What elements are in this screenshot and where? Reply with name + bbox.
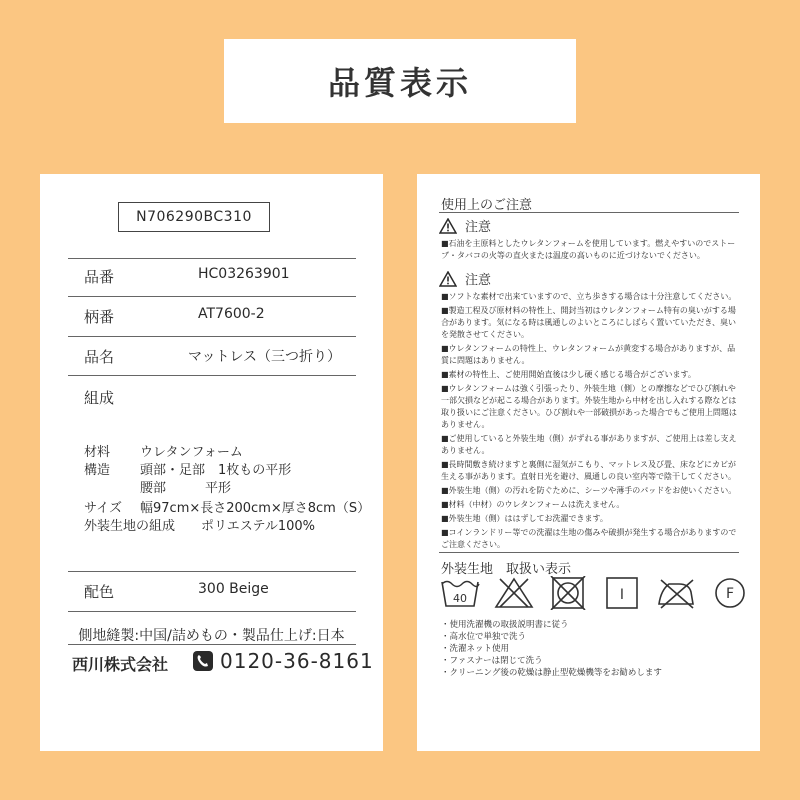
quality-label-card: [40, 174, 383, 751]
spec-size: サイズ 幅97cm×長さ200cm×厚さ8cm（S）: [84, 501, 371, 516]
origin-text: 側地縫製:中国/詰めもの・製品仕上げ:日本: [78, 628, 345, 644]
phone-icon: [192, 650, 214, 672]
list-item: ■ウレタンフォームの特性上、ウレタンフォームが黄変する場合がありますが、品質に問題はありません。: [441, 344, 736, 365]
divider: [68, 644, 356, 645]
list-item: ・クリーニング後の乾燥は静止型乾燥機等をお勧めします: [441, 668, 662, 678]
warning-header-1: 注意: [439, 216, 491, 235]
list-item: ■製造工程及び原材料の特性上、開封当初はウレタンフォーム特有の臭いがする場合があります。気になる時は風通しのよいところにしばらく置いていただき、臭いを発散させてください。: [441, 306, 737, 339]
care-heading: 外装生地 取扱い表示: [441, 562, 572, 577]
warning-header-2: 注意: [439, 269, 491, 288]
divider: [68, 375, 356, 376]
list-item: ■外装生地（側）の汚れを防ぐために、シーツや薄手のパッドをお使いください。: [441, 486, 737, 495]
list-item: ・使用洗濯機の取扱説明書に従う: [441, 620, 569, 630]
product-code-box: N706290BC310: [118, 202, 270, 232]
list-item: ■ウレタンフォームは強く引張ったり、外装生地（側）との摩擦などでひび割れや一部欠損などが起こる場合があります。外装生地から中材を出し入れする際などは取り扱いにご注意ください。ひび割れや一部破損があった場合でもご使用上問題はありません。: [441, 384, 737, 429]
list-item: ・洗濯ネット使用: [441, 644, 510, 654]
list-item: ・高水位で単独で洗う: [441, 632, 527, 642]
composition-label: 組成: [84, 389, 115, 407]
divider: [68, 571, 356, 572]
line-dry-icon: [601, 576, 643, 610]
divider: [439, 212, 739, 213]
spec-material: 材料 ウレタンフォーム: [84, 445, 243, 460]
divider: [68, 336, 356, 337]
divider: [68, 258, 356, 259]
list-item: ■ソフトな素材で出来ていますので、立ち歩きする場合は十分注意してください。: [441, 292, 737, 301]
list-item: ■ご使用していると外装生地（側）がずれる事がありますが、ご使用上は差し支えありません。: [441, 434, 737, 455]
warning-icon: [439, 218, 457, 234]
spec-structure-2: 腰部 平形: [140, 481, 232, 496]
phone-number: 0120-36-8161: [192, 649, 374, 673]
warning-list-2: [441, 291, 741, 553]
list-item: ■コインランドリー等での洗濯は生地の傷みや破損が発生する場合がありますのでご注意ください。: [441, 528, 737, 549]
list-item: ■材料（中材）のウレタンフォームは洗えません。: [441, 500, 625, 509]
title-banner: [224, 39, 576, 123]
wash-tub-40-icon: [439, 576, 481, 610]
color-value: 300 Beige: [198, 581, 269, 597]
product-name-value: マットレス（三つ折り）: [188, 349, 342, 365]
item-number-label: 品番: [84, 268, 115, 286]
item-number-value: HC03263901: [198, 266, 290, 282]
page-title: 品質表示: [327, 64, 472, 102]
no-tumble-dry-icon: [547, 576, 589, 610]
list-item: ■素材の特性上、ご使用開始直後は少し硬く感じる場合がございます。: [441, 370, 696, 379]
usage-notes-card: [417, 174, 760, 751]
notes-heading: 使用上のご注意: [441, 198, 533, 213]
warning-icon: [439, 271, 457, 287]
svg-text:F: F: [725, 586, 735, 602]
care-notes: [441, 619, 662, 679]
divider: [439, 552, 739, 553]
pattern-number-label: 柄番: [84, 308, 115, 326]
spec-cover: 外装生地の組成 ポリエステル100%: [84, 519, 316, 534]
no-iron-icon: [655, 576, 697, 610]
divider: [68, 296, 356, 297]
brand-name: 西川株式会社: [72, 655, 169, 674]
dry-clean-f-icon: [709, 576, 751, 610]
list-item: ・ファスナーは閉じて洗う: [441, 656, 543, 666]
product-name-label: 品名: [84, 348, 115, 366]
list-item: ■外装生地（側）ははずしてお洗濯できます。: [441, 514, 608, 523]
svg-text:Ⅰ: Ⅰ: [619, 587, 625, 603]
care-symbols: [439, 576, 751, 610]
no-bleach-icon: [493, 576, 535, 610]
svg-text:40: 40: [453, 592, 467, 605]
spec-structure: 構造 頭部・足部 1枚もの平形: [84, 463, 292, 478]
pattern-number-value: AT7600-2: [198, 306, 265, 322]
list-item: ■長時間敷き続けますと裏側に湿気がこもり、マットレス及び畳、床などにカビが生える事があります。直射日光を避け、風通しの良い室内等で陰干してください。: [441, 460, 737, 481]
divider: [68, 611, 356, 612]
warning-text-1: ■石油を主原料としたウレタンフォームを使用しています。燃えやすいのでストーブ・タバコの火等の直火または温度の高いものに近づけないでください。: [441, 239, 736, 260]
color-label: 配色: [84, 583, 115, 601]
